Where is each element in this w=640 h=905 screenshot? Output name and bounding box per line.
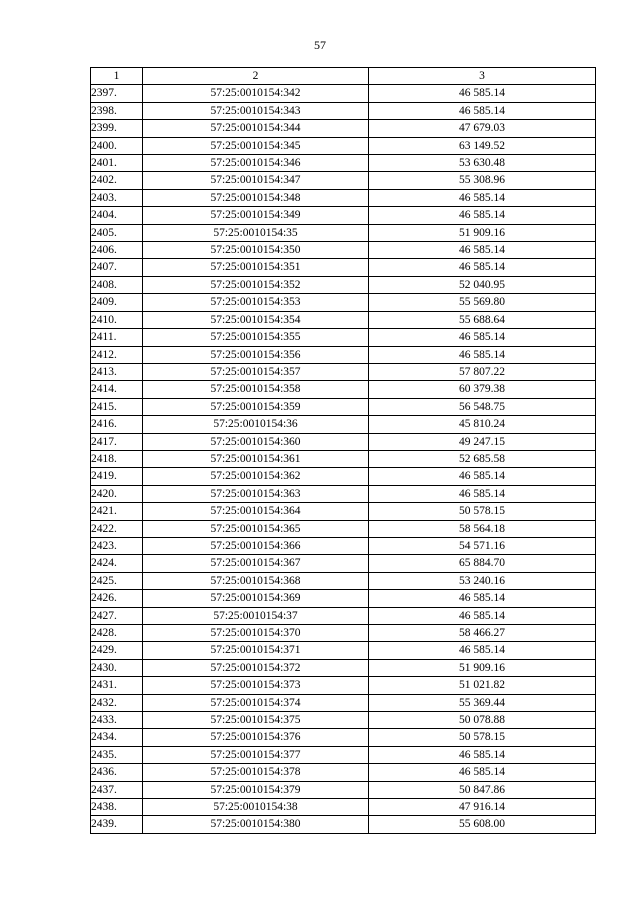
cadastral-number-cell: 57:25:0010154:372 (143, 659, 369, 676)
cadastral-value-cell: 51 909.16 (369, 659, 596, 676)
row-number-cell: 2425. (91, 572, 143, 589)
cadastral-number-cell: 57:25:0010154:378 (143, 764, 369, 781)
cadastral-value-cell: 55 369.44 (369, 694, 596, 711)
cadastral-number-cell: 57:25:0010154:363 (143, 485, 369, 502)
row-number-cell: 2414. (91, 381, 143, 398)
table-row (91, 433, 596, 450)
table-row (91, 137, 596, 154)
cadastral-value-cell: 52 685.58 (369, 450, 596, 467)
cadastral-number-cell: 57:25:0010154:357 (143, 363, 369, 380)
table-row (91, 712, 596, 729)
cadastral-value-cell: 46 585.14 (369, 607, 596, 624)
row-number-cell: 2408. (91, 276, 143, 293)
row-number-cell: 2423. (91, 537, 143, 554)
table-row (91, 276, 596, 293)
row-number-cell: 2397. (91, 85, 143, 102)
cadastral-value-cell: 50 578.15 (369, 729, 596, 746)
table-row (91, 311, 596, 328)
cadastral-value-cell: 46 585.14 (369, 590, 596, 607)
table-row (91, 746, 596, 763)
table-row (91, 120, 596, 137)
cadastral-number-cell: 57:25:0010154:351 (143, 259, 369, 276)
cadastral-number-cell: 57:25:0010154:361 (143, 450, 369, 467)
table-row (91, 537, 596, 554)
cadastral-value-cell: 46 585.14 (369, 242, 596, 259)
cadastral-number-cell: 57:25:0010154:366 (143, 537, 369, 554)
row-number-cell: 2421. (91, 503, 143, 520)
row-number-cell: 2405. (91, 224, 143, 241)
table-row (91, 816, 596, 833)
cadastral-number-cell: 57:25:0010154:358 (143, 381, 369, 398)
cadastral-number-cell: 57:25:0010154:364 (143, 503, 369, 520)
cadastral-number-cell: 57:25:0010154:359 (143, 398, 369, 415)
row-number-cell: 2422. (91, 520, 143, 537)
table-row (91, 625, 596, 642)
cadastral-value-cell: 60 379.38 (369, 381, 596, 398)
table-row (91, 363, 596, 380)
table-row (91, 485, 596, 502)
table-row (91, 555, 596, 572)
row-number-cell: 2398. (91, 102, 143, 119)
cadastral-number-cell: 57:25:0010154:349 (143, 207, 369, 224)
table-row (91, 242, 596, 259)
cadastral-number-cell: 57:25:0010154:345 (143, 137, 369, 154)
cadastral-number-cell: 57:25:0010154:376 (143, 729, 369, 746)
column-header-value: 3 (369, 68, 596, 85)
table-row (91, 799, 596, 816)
cadastral-value-cell: 45 810.24 (369, 416, 596, 433)
cadastral-value-cell: 55 308.96 (369, 172, 596, 189)
row-number-cell: 2401. (91, 155, 143, 172)
cadastral-value-cell: 46 585.14 (369, 746, 596, 763)
cadastral-number-cell: 57:25:0010154:379 (143, 781, 369, 798)
row-number-cell: 2432. (91, 694, 143, 711)
cadastral-number-cell: 57:25:0010154:347 (143, 172, 369, 189)
cadastral-value-table (90, 67, 596, 834)
row-number-cell: 2410. (91, 311, 143, 328)
cadastral-value-cell: 46 585.14 (369, 329, 596, 346)
cadastral-value-cell: 54 571.16 (369, 537, 596, 554)
cadastral-value-cell: 58 466.27 (369, 625, 596, 642)
table-row (91, 189, 596, 206)
table-row (91, 642, 596, 659)
cadastral-number-cell: 57:25:0010154:348 (143, 189, 369, 206)
cadastral-value-cell: 53 630.48 (369, 155, 596, 172)
row-number-cell: 2400. (91, 137, 143, 154)
row-number-cell: 2412. (91, 346, 143, 363)
row-number-cell: 2404. (91, 207, 143, 224)
cadastral-value-cell: 47 679.03 (369, 120, 596, 137)
cadastral-value-cell: 55 688.64 (369, 311, 596, 328)
row-number-cell: 2418. (91, 450, 143, 467)
table-row (91, 590, 596, 607)
cadastral-value-cell: 50 578.15 (369, 503, 596, 520)
cadastral-value-cell: 46 585.14 (369, 764, 596, 781)
cadastral-value-cell: 52 040.95 (369, 276, 596, 293)
cadastral-number-cell: 57:25:0010154:362 (143, 468, 369, 485)
row-number-cell: 2436. (91, 764, 143, 781)
table-row (91, 468, 596, 485)
cadastral-number-cell: 57:25:0010154:370 (143, 625, 369, 642)
cadastral-value-cell: 50 078.88 (369, 712, 596, 729)
cadastral-value-cell: 55 608.00 (369, 816, 596, 833)
table-row (91, 381, 596, 398)
row-number-cell: 2403. (91, 189, 143, 206)
row-number-cell: 2413. (91, 363, 143, 380)
cadastral-value-cell: 49 247.15 (369, 433, 596, 450)
row-number-cell: 2402. (91, 172, 143, 189)
cadastral-number-cell: 57:25:0010154:368 (143, 572, 369, 589)
cadastral-number-cell: 57:25:0010154:377 (143, 746, 369, 763)
cadastral-number-cell: 57:25:0010154:360 (143, 433, 369, 450)
cadastral-value-cell: 53 240.16 (369, 572, 596, 589)
cadastral-value-cell: 63 149.52 (369, 137, 596, 154)
table-row (91, 677, 596, 694)
cadastral-number-cell: 57:25:0010154:374 (143, 694, 369, 711)
table-row (91, 764, 596, 781)
row-number-cell: 2430. (91, 659, 143, 676)
cadastral-number-cell: 57:25:0010154:38 (143, 799, 369, 816)
column-header-cadastral-number: 2 (143, 68, 369, 85)
table-row (91, 294, 596, 311)
table-row (91, 659, 596, 676)
table-row (91, 224, 596, 241)
cadastral-value-cell: 57 807.22 (369, 363, 596, 380)
table-row (91, 346, 596, 363)
row-number-cell: 2411. (91, 329, 143, 346)
row-number-cell: 2420. (91, 485, 143, 502)
cadastral-number-cell: 57:25:0010154:375 (143, 712, 369, 729)
table-row (91, 172, 596, 189)
cadastral-number-cell: 57:25:0010154:36 (143, 416, 369, 433)
cadastral-number-cell: 57:25:0010154:344 (143, 120, 369, 137)
row-number-cell: 2424. (91, 555, 143, 572)
cadastral-value-cell: 46 585.14 (369, 485, 596, 502)
cadastral-number-cell: 57:25:0010154:369 (143, 590, 369, 607)
table-row (91, 450, 596, 467)
table-row (91, 572, 596, 589)
row-number-cell: 2438. (91, 799, 143, 816)
row-number-cell: 2406. (91, 242, 143, 259)
table-row (91, 259, 596, 276)
cadastral-number-cell: 57:25:0010154:373 (143, 677, 369, 694)
page-number: 57 (314, 38, 326, 52)
table-row (91, 398, 596, 415)
table-row (91, 520, 596, 537)
cadastral-number-cell: 57:25:0010154:355 (143, 329, 369, 346)
cadastral-value-cell: 55 569.80 (369, 294, 596, 311)
cadastral-value-cell: 58 564.18 (369, 520, 596, 537)
cadastral-number-cell: 57:25:0010154:342 (143, 85, 369, 102)
row-number-cell: 2429. (91, 642, 143, 659)
table-row (91, 781, 596, 798)
cadastral-number-cell: 57:25:0010154:354 (143, 311, 369, 328)
cadastral-number-cell: 57:25:0010154:380 (143, 816, 369, 833)
row-number-cell: 2415. (91, 398, 143, 415)
cadastral-value-cell: 46 585.14 (369, 85, 596, 102)
cadastral-number-cell: 57:25:0010154:350 (143, 242, 369, 259)
cadastral-value-cell: 50 847.86 (369, 781, 596, 798)
cadastral-number-cell: 57:25:0010154:353 (143, 294, 369, 311)
cadastral-value-cell: 46 585.14 (369, 259, 596, 276)
cadastral-value-cell: 51 909.16 (369, 224, 596, 241)
row-number-cell: 2426. (91, 590, 143, 607)
row-number-cell: 2416. (91, 416, 143, 433)
row-number-cell: 2433. (91, 712, 143, 729)
row-number-cell: 2428. (91, 625, 143, 642)
cadastral-value-cell: 47 916.14 (369, 799, 596, 816)
cadastral-number-cell: 57:25:0010154:352 (143, 276, 369, 293)
row-number-cell: 2409. (91, 294, 143, 311)
cadastral-value-cell: 46 585.14 (369, 642, 596, 659)
cadastral-number-cell: 57:25:0010154:35 (143, 224, 369, 241)
table-row (91, 694, 596, 711)
row-number-cell: 2439. (91, 816, 143, 833)
table-row (91, 102, 596, 119)
row-number-cell: 2431. (91, 677, 143, 694)
row-number-cell: 2407. (91, 259, 143, 276)
cadastral-value-cell: 46 585.14 (369, 189, 596, 206)
row-number-cell: 2417. (91, 433, 143, 450)
cadastral-value-cell: 65 884.70 (369, 555, 596, 572)
cadastral-value-cell: 46 585.14 (369, 102, 596, 119)
table-row (91, 503, 596, 520)
cadastral-number-cell: 57:25:0010154:365 (143, 520, 369, 537)
table-row (91, 207, 596, 224)
row-number-cell: 2437. (91, 781, 143, 798)
row-number-cell: 2427. (91, 607, 143, 624)
cadastral-number-cell: 57:25:0010154:37 (143, 607, 369, 624)
row-number-cell: 2434. (91, 729, 143, 746)
cadastral-value-cell: 46 585.14 (369, 468, 596, 485)
cadastral-number-cell: 57:25:0010154:343 (143, 102, 369, 119)
cadastral-value-cell: 56 548.75 (369, 398, 596, 415)
table-row (91, 729, 596, 746)
cadastral-number-cell: 57:25:0010154:367 (143, 555, 369, 572)
cadastral-number-cell: 57:25:0010154:346 (143, 155, 369, 172)
table-row (91, 416, 596, 433)
row-number-cell: 2435. (91, 746, 143, 763)
column-header-number: 1 (91, 68, 143, 85)
table-row (91, 329, 596, 346)
cadastral-value-cell: 46 585.14 (369, 346, 596, 363)
row-number-cell: 2399. (91, 120, 143, 137)
cadastral-number-cell: 57:25:0010154:356 (143, 346, 369, 363)
cadastral-value-cell: 46 585.14 (369, 207, 596, 224)
cadastral-value-cell: 51 021.82 (369, 677, 596, 694)
table-row (91, 607, 596, 624)
table-row (91, 155, 596, 172)
table-row (91, 85, 596, 102)
row-number-cell: 2419. (91, 468, 143, 485)
table-body (91, 85, 596, 833)
table-header-row (91, 68, 596, 85)
cadastral-number-cell: 57:25:0010154:371 (143, 642, 369, 659)
